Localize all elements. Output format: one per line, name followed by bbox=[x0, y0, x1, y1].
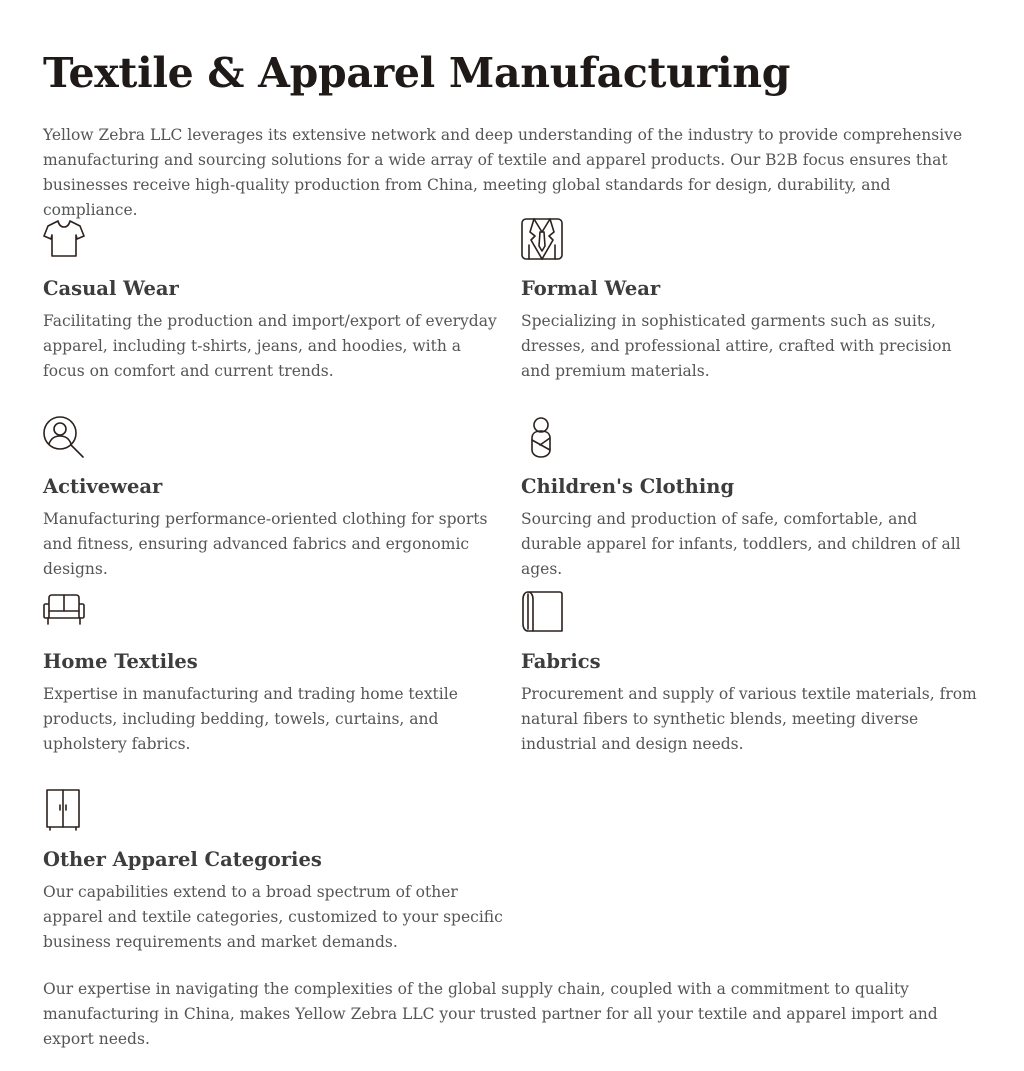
category-title: Formal Wear bbox=[521, 277, 661, 300]
person-search-icon bbox=[43, 416, 85, 458]
category-description: Specializing in sophisticated garments such as suits, dresses, and professional attire, crafted with precision and premium materials. bbox=[521, 312, 952, 380]
category-title: Other Apparel Categories bbox=[43, 848, 322, 871]
category-description: Our capabilities extend to a broad spectrum of other apparel and textile categories, customized to your specific business requirements and market demands. bbox=[43, 883, 503, 951]
category-description: Sourcing and production of safe, comfortable, and durable apparel for infants, toddlers, and children of all ages. bbox=[521, 510, 961, 578]
wardrobe-icon bbox=[43, 789, 85, 831]
intro-paragraph: Yellow Zebra LLC leverages its extensive network and deep understanding of the industry to provide comprehensive manufacturing and sourcing solutions for a wide array of textile and apparel products. Our B2B focus ensures that businesses receive high-quality production from China, meeting global standards for design, durability, and compliance. bbox=[43, 126, 963, 219]
category-title: Fabrics bbox=[521, 650, 601, 673]
category-title: Children's Clothing bbox=[521, 475, 735, 498]
suit-icon bbox=[521, 218, 563, 260]
category-title: Casual Wear bbox=[43, 277, 179, 300]
category-description: Facilitating the production and import/export of everyday apparel, including t-shirts, jeans, and hoodies, with a focus on comfort and current trends. bbox=[43, 312, 497, 380]
swaddled-baby-icon bbox=[521, 416, 563, 458]
page-title: Textile & Apparel Manufacturing bbox=[43, 49, 791, 97]
category-description: Procurement and supply of various textile materials, from natural fibers to synthetic blends, meeting diverse industrial and design needs. bbox=[521, 685, 977, 753]
closing-paragraph: Our expertise in navigating the complexities of the global supply chain, coupled with a commitment to quality manufacturing in China, makes Yellow Zebra LLC your trusted partner for all your textile and apparel import and export needs. bbox=[43, 980, 938, 1048]
t-shirt-icon bbox=[43, 218, 85, 260]
category-description: Manufacturing performance-oriented clothing for sports and fitness, ensuring advanced fabrics and ergonomic designs. bbox=[43, 510, 488, 578]
category-title: Activewear bbox=[43, 475, 163, 498]
category-title: Home Textiles bbox=[43, 650, 198, 673]
sofa-icon bbox=[43, 591, 85, 633]
fabric-roll-icon bbox=[521, 591, 563, 633]
category-description: Expertise in manufacturing and trading home textile products, including bedding, towels, curtains, and upholstery fabrics. bbox=[43, 685, 458, 753]
